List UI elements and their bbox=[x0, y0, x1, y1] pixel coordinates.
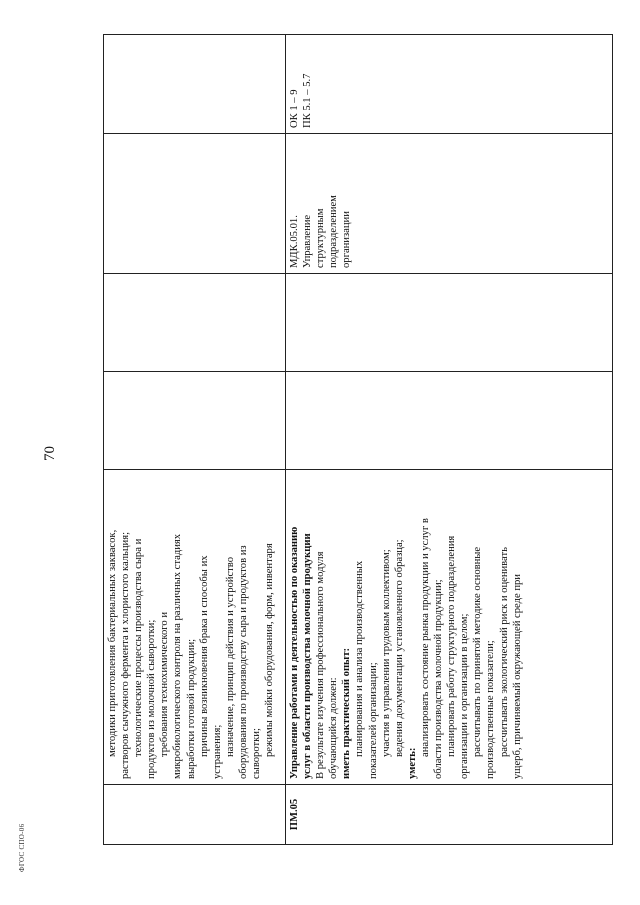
content-line: методики приготовления бактериальных заквасок, bbox=[107, 529, 118, 757]
curriculum-table bbox=[103, 34, 613, 845]
course-cell bbox=[104, 134, 286, 274]
max-load-cell bbox=[286, 372, 613, 470]
content-line: растворов сычужного фермента и хлористого кальция; bbox=[120, 531, 132, 779]
course-line: организации bbox=[341, 211, 353, 268]
course-cell bbox=[286, 134, 613, 274]
content-line: показателей организации; bbox=[367, 662, 379, 779]
hours-cell bbox=[286, 274, 613, 372]
content-line: рассчитывать по принятой методике основные bbox=[472, 546, 484, 757]
content-cell bbox=[104, 470, 286, 785]
content-line: продуктов из молочной сыворотки; bbox=[146, 619, 158, 779]
content-line: требования технохимического и bbox=[159, 612, 171, 757]
content-line: участия в управлении трудовым коллективом; bbox=[380, 549, 392, 757]
content-line: режимы мойки оборудования, форм, инвентаря bbox=[264, 543, 276, 757]
content-line: Управление работами и деятельностью по оказанию bbox=[289, 526, 300, 779]
index-cell bbox=[104, 785, 286, 845]
content-line: сыворотки; bbox=[251, 728, 263, 779]
content-line: рассчитывать экологический риск и оценивать bbox=[498, 547, 510, 757]
content-line: анализировать состояние рынка продукции и услуг в bbox=[419, 518, 431, 757]
content-line: планирования и анализа производственных bbox=[354, 560, 366, 757]
content-line: организации и организации в целом; bbox=[459, 613, 471, 779]
competency-line: ОК 1 – 9 bbox=[289, 89, 300, 128]
competency-line: ПК 5.1 – 5.7 bbox=[302, 73, 314, 128]
content-line: иметь практический опыт: bbox=[341, 647, 353, 779]
curriculum-table-sheet bbox=[103, 35, 613, 845]
content-line: обучающийся должен: bbox=[328, 677, 340, 779]
competencies-cell bbox=[286, 35, 613, 134]
competencies-cell bbox=[104, 35, 286, 134]
course-line: подразделением bbox=[328, 195, 340, 268]
content-line: производственные показатели; bbox=[485, 640, 497, 779]
page-number: 70 bbox=[42, 446, 58, 461]
hours-cell bbox=[104, 274, 286, 372]
content-line: назначение, принцип действия и устройство bbox=[224, 556, 236, 757]
content-cell bbox=[286, 470, 613, 785]
course-line: структурным bbox=[315, 208, 327, 268]
content-line: технологические процессы производства сыра и bbox=[133, 538, 145, 757]
max-load-cell bbox=[104, 372, 286, 470]
content-line: микробиологического контроля на различных стадиях bbox=[172, 533, 184, 779]
content-line: ущерб, причиняемый окружающей среде при bbox=[511, 574, 523, 779]
table-row-pm05 bbox=[286, 35, 613, 845]
course-line: МДК.05.01. bbox=[289, 215, 300, 268]
content-line: уметь: bbox=[406, 747, 418, 779]
content-line: ведения документации установленного образца; bbox=[393, 539, 405, 757]
content-line: области производства молочной продукции; bbox=[433, 579, 445, 779]
content-line: устранения; bbox=[211, 724, 223, 779]
course-line: Управление bbox=[302, 214, 314, 268]
content-line: В результате изучения профессионального модуля bbox=[315, 551, 327, 779]
module-code: ПМ.05 bbox=[286, 785, 613, 845]
content-line: выработки готовой продукции; bbox=[185, 638, 197, 779]
content-line: планировать работу структурного подразделения bbox=[446, 535, 458, 757]
footer-label: ФГОС СПО-06 bbox=[18, 823, 26, 872]
content-line: услуг в области производства молочной продукции bbox=[302, 533, 314, 779]
content-line: причины возникновения брака и способы их bbox=[198, 555, 210, 757]
table-row-continuation bbox=[104, 35, 286, 845]
content-line: оборудования по производству сыра и продуктов из bbox=[237, 545, 249, 779]
